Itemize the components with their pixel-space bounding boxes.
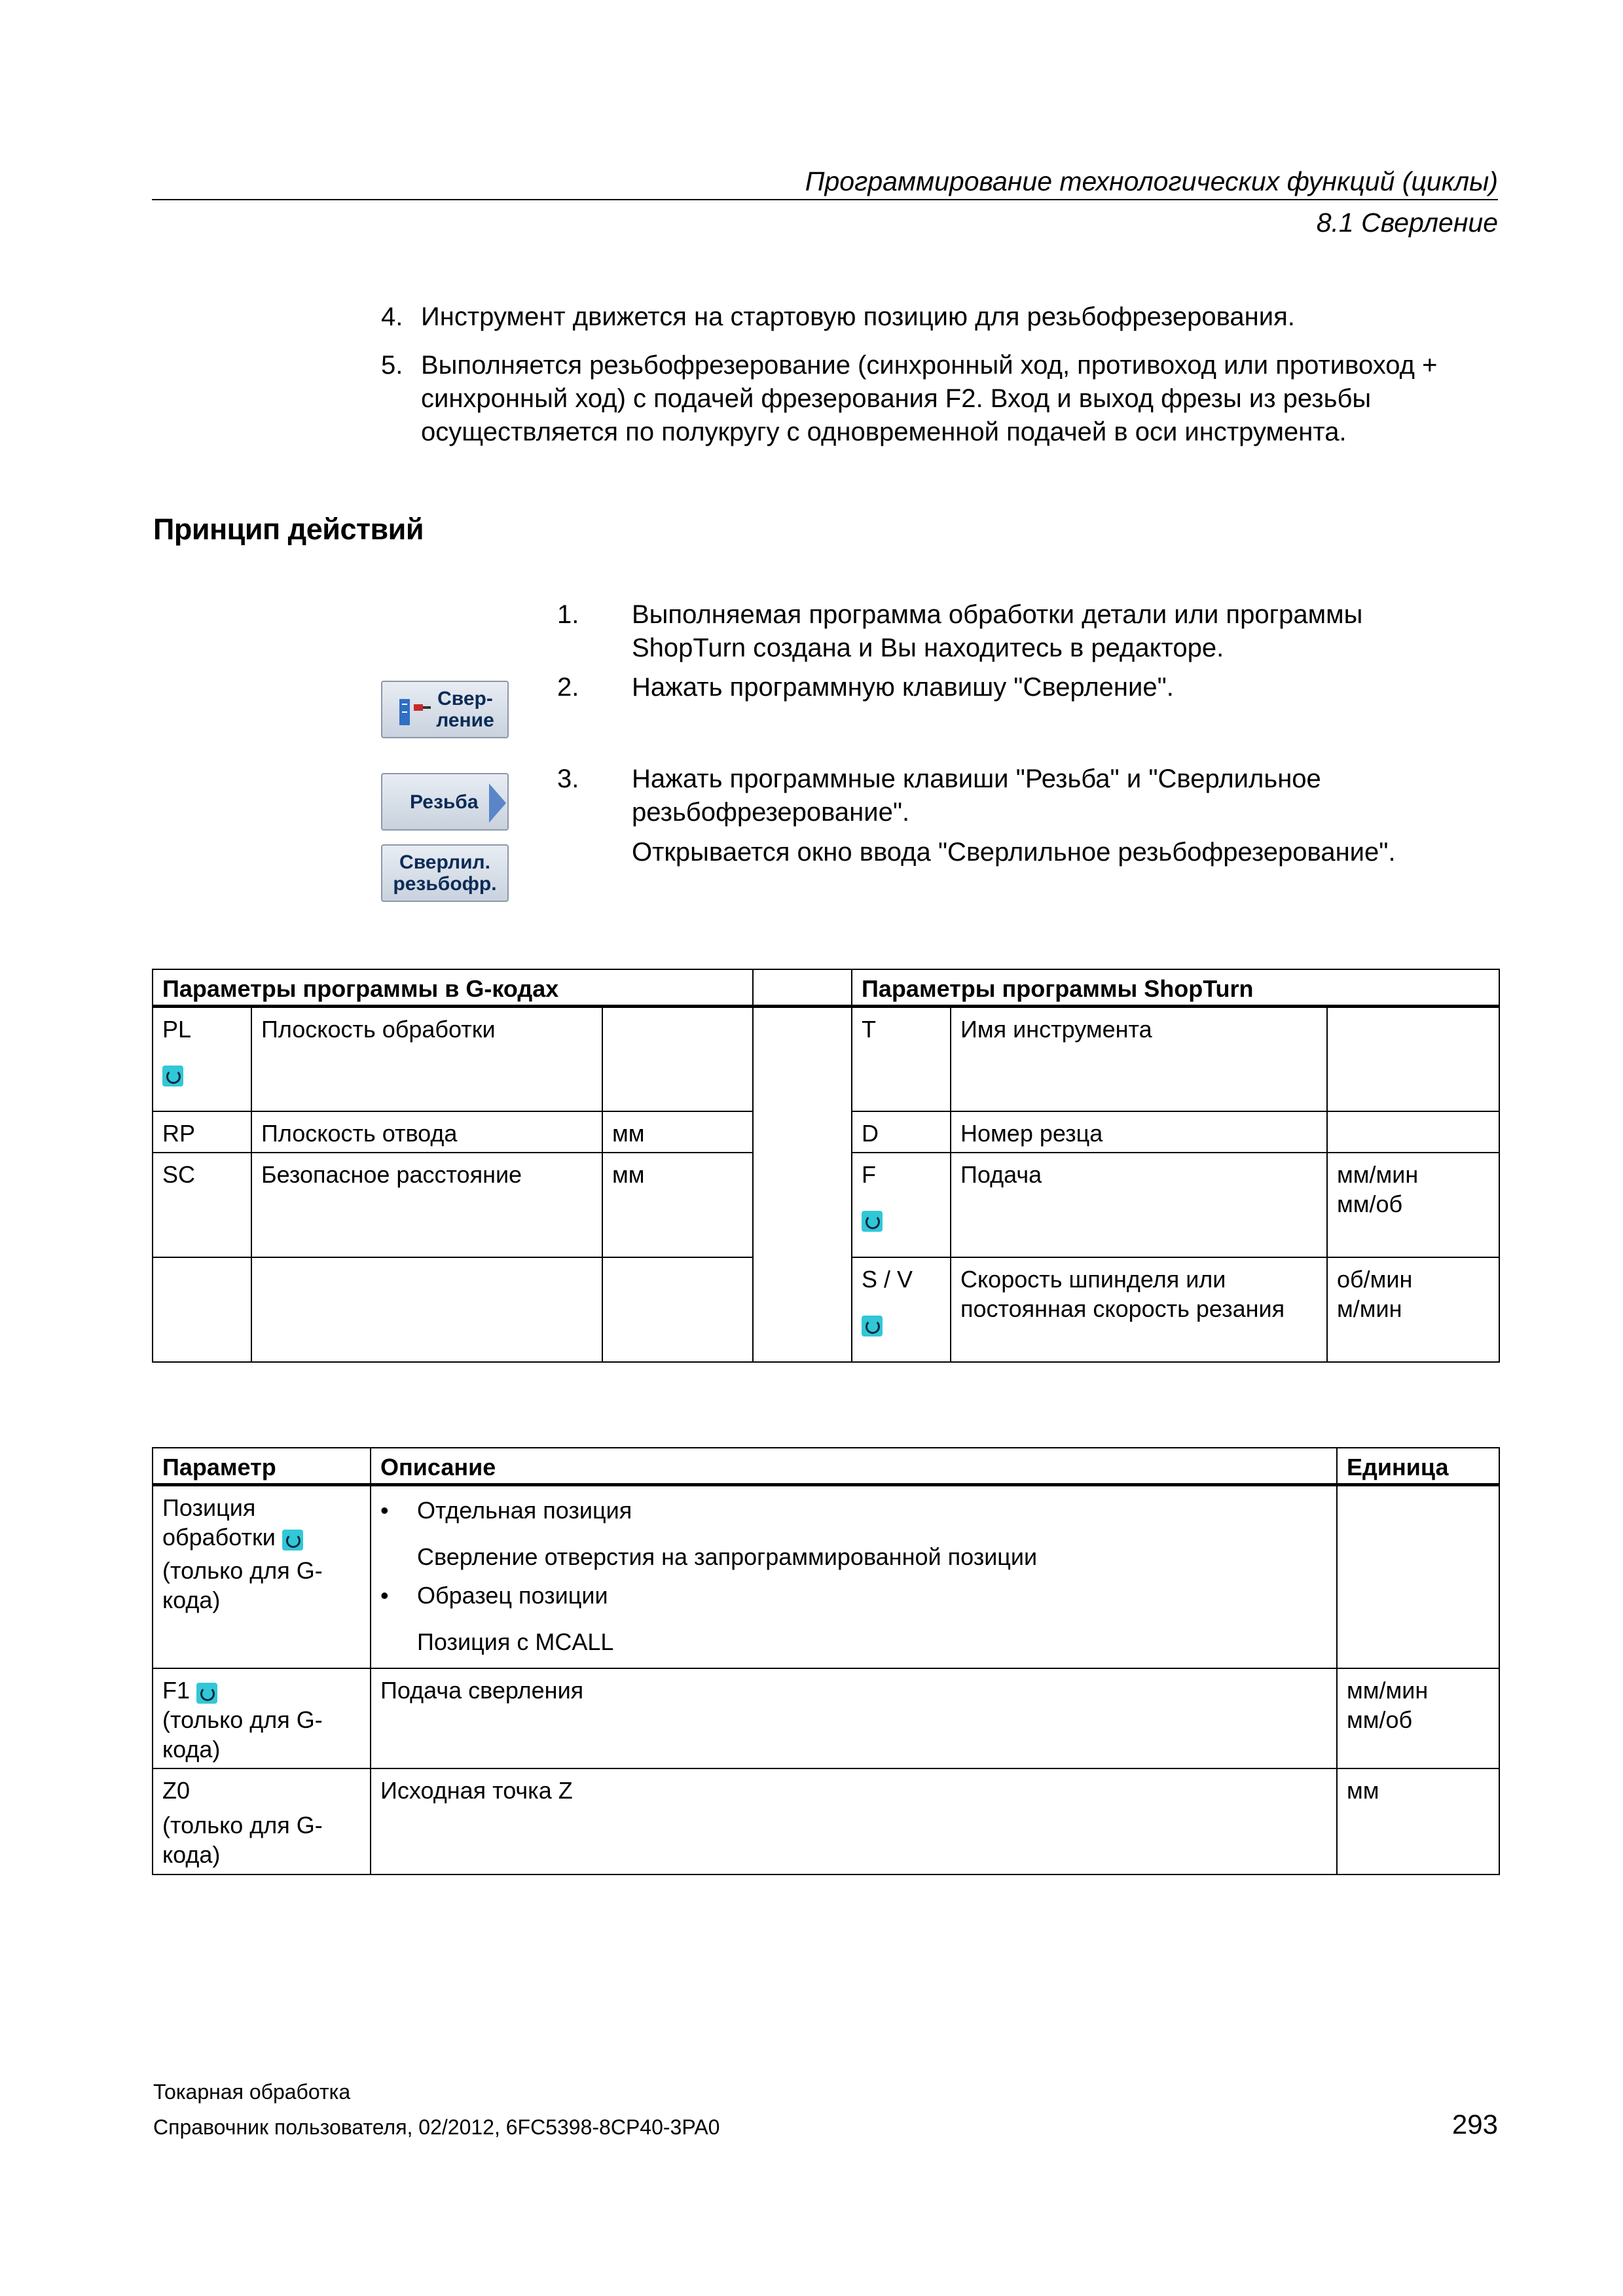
desc-cell: Номер резца [951,1111,1327,1153]
cycle-toggle-icon [282,1530,303,1551]
param-cell [153,1485,371,1668]
gcode-params-header: Параметры программы в G-кодах [153,969,753,1007]
unit-cell [1327,1007,1499,1111]
step-text: Нажать программную клавишу "Сверление". [632,673,1174,702]
unit-cell: мм/мин мм/об [1327,1153,1499,1257]
step-number: 3. [557,764,579,793]
param-cell [153,1007,251,1111]
desc-cell: Плоскость отвода [251,1111,602,1153]
step-text: Нажать программные клавиши "Резьба" и "Сверлильное [632,764,1321,793]
header-rule [152,199,1498,200]
bullet-text: Позиция с MCALL [417,1628,614,1655]
desc-cell: Исходная точка Z [371,1768,1337,1874]
desc-cell: Подача сверления [371,1668,1337,1768]
desc-cell [251,1257,602,1362]
step-number: 4. [381,302,403,331]
param-cell: RP [153,1111,251,1153]
col-header-desc: Описание [371,1448,1337,1485]
desc-cell: Плоскость обработки [251,1007,602,1111]
page-number: 293 [1451,2109,1498,2140]
desc-cell [371,1485,1337,1668]
step-text: резьбофрезерование". [632,798,910,827]
bullet-title: Отдельная позиция [417,1497,632,1524]
col-header-unit: Единица [1337,1448,1499,1485]
step-text: Инструмент движется на стартовую позицию для резьбофрезерования. [421,302,1295,331]
param-cell: T [852,1007,951,1111]
param-code: S / V [862,1265,913,1293]
softkey-label-line: Свер- [437,688,493,709]
cycle-toggle-icon [862,1211,883,1232]
step-text: Выполняемая программа обработки детали или программы [632,600,1363,629]
parameter-description-table [152,1447,1500,1875]
param-code: F [862,1160,877,1188]
bullet-icon: • [380,1582,389,1609]
param-name: Позиция [162,1494,256,1521]
desc-cell: Безопасное расстояние [251,1153,602,1257]
param-note: (только для G- [162,1811,323,1839]
desc-cell: Скорость шпинделя или постоянная скорость резания [951,1257,1327,1362]
bullet-title: Образец позиции [417,1582,608,1609]
unit-cell [602,1257,753,1362]
unit-cell: мм [1337,1768,1499,1874]
cycle-toggle-icon [162,1066,183,1086]
softkey-label: Резьба [410,791,479,813]
table-gap [753,1007,852,1362]
desc-cell: Подача [951,1153,1327,1257]
step-text: осуществляется по полукругу с одновременной подачей в оси инструмента. [421,418,1347,446]
softkey-label-line: резьбофр. [393,873,497,895]
step-text: Выполняется резьбофрезерование (синхронный ход, противоход или противоход + [421,351,1438,380]
section-heading: Принцип действий [153,512,424,546]
desc-cell: Имя инструмента [951,1007,1327,1111]
parameter-table-program [152,969,1500,1363]
unit-cell [1337,1485,1499,1668]
param-note: (только для G- [162,1557,323,1584]
bullet-text: Сверление отверстия на запрограммированной позиции [417,1543,1038,1570]
param-cell: SC [153,1153,251,1257]
param-name: F1 [162,1676,191,1704]
param-cell [852,1153,951,1257]
unit-cell [1327,1111,1499,1153]
param-note: кода) [162,1587,221,1613]
unit-cell: мм [602,1153,753,1257]
param-note: кода) [162,1735,221,1763]
softkey-label-line: ление [436,709,494,731]
arrow-right-icon [489,783,506,823]
running-header-section: 8.1 Сверление [1316,207,1498,238]
thread-softkey[interactable] [381,773,509,831]
step-text: ShopTurn создана и Вы находитесь в редакторе. [632,634,1224,662]
param-note: (только для G- [162,1706,323,1733]
unit-cell: мм/мин мм/об [1337,1668,1499,1768]
cycle-toggle-icon [862,1316,883,1336]
param-name: Z0 [162,1776,191,1804]
param-cell: D [852,1111,951,1153]
param-note: кода) [162,1840,221,1868]
param-cell [153,1668,371,1768]
param-cell [852,1257,951,1362]
step-result-text: Открывается окно ввода "Сверлильное резьбофрезерование". [632,838,1396,867]
footer-product: Токарная обработка [153,2080,351,2104]
param-name: обработки [162,1524,276,1551]
unit-cell: об/мин м/мин [1327,1257,1499,1362]
unit-cell [602,1007,753,1111]
step-number: 1. [557,600,579,629]
softkey-label-line: Сверлил. [399,852,490,873]
unit-cell: мм [602,1111,753,1153]
param-cell [153,1257,251,1362]
shopturn-params-header: Параметры программы ShopTurn [852,969,1499,1007]
footer-manual-ref: Справочник пользователя, 02/2012, 6FC5398-8CP40-3PA0 [153,2115,720,2139]
step-number: 5. [381,351,403,380]
cycle-toggle-icon [196,1683,217,1704]
param-cell [153,1768,371,1874]
running-header-title: Программирование технологических функций (циклы) [805,166,1498,196]
drill-icon [395,690,432,729]
drilling-softkey[interactable] [381,681,509,738]
param-code: PL [162,1016,192,1043]
step-number: 2. [557,673,579,702]
table-gap-header [753,969,852,1007]
drill-thread-milling-softkey[interactable] [381,844,509,902]
bullet-icon: • [380,1497,389,1524]
col-header-param: Параметр [153,1448,371,1485]
step-text: синхронный ход) с подачей фрезерования F2. Вход и выход фрезы из резьбы [421,384,1372,413]
